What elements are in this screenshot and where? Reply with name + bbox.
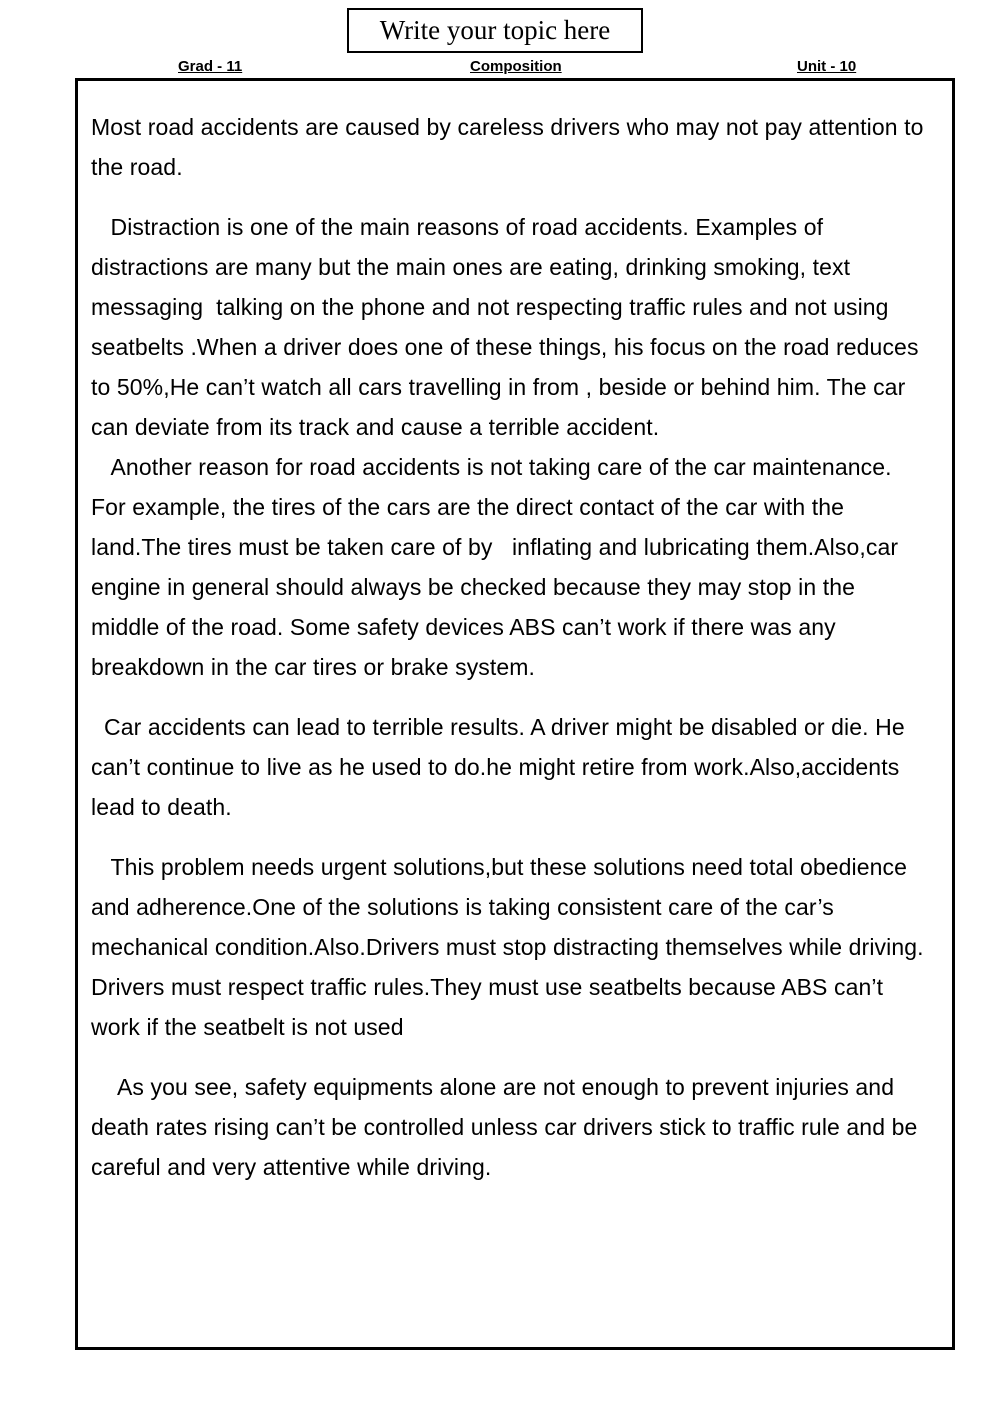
topic-placeholder-text: Write your topic here — [379, 15, 611, 45]
essay-content-box — [75, 78, 955, 1350]
page-header — [0, 58, 992, 80]
header-unit-label: Unit - 10 — [797, 58, 857, 75]
essay-paragraph-distraction: Distraction is one of the main reasons of road accidents. Examples of distractions are many but the main ones are eating, drinking smoking, text messaging talking on the phone and not respecting traffic rules and not using seatbelts .When a driver does one of these things, his focus on the road reduces to 50%,He can’t watch all cars travelling in from , beside or behind him. The car can deviate from its track and cause a terrible accident. — [91, 214, 926, 440]
essay-paragraph-intro: Most road accidents are caused by careless drivers who may not pay attention to the road. — [91, 114, 930, 180]
topic-input-box[interactable] — [347, 8, 643, 53]
header-grade-label: Grad - 11 — [178, 58, 243, 75]
essay-paragraph-maintenance: Another reason for road accidents is not taking care of the car maintenance. For example, the tires of the cars are the direct contact of the car with the land.The tires must be taken care of by inflating and lubricating them.Also,car engine in general should always be checked because they may stop in the middle of the road. Some safety devices ABS can’t work if there was any breakdown in the car tires or brake system. — [91, 454, 905, 680]
essay-paragraph-solutions: This problem needs urgent solutions,but these solutions need total obedience and adherence.One of the solutions is taking consistent care of the car’s mechanical condition.Also.Drivers must stop distracting themselves while driving. Drivers must respect traffic rules.They must use seatbelts because ABS can’t work if the seatbelt is not used — [91, 854, 931, 1040]
essay-paragraph-conclusion: As you see, safety equipments alone are not enough to prevent injuries and death rates rising can’t be controlled unless car drivers stick to traffic rule and be careful and very attentive while driving. — [91, 1074, 924, 1180]
header-subject-label: Composition — [470, 58, 562, 75]
essay-paragraph-results: Car accidents can lead to terrible results. A driver might be disabled or die. He can’t continue to live as he used to do.he might retire from work.Also,accidents lead to death. — [91, 714, 912, 820]
